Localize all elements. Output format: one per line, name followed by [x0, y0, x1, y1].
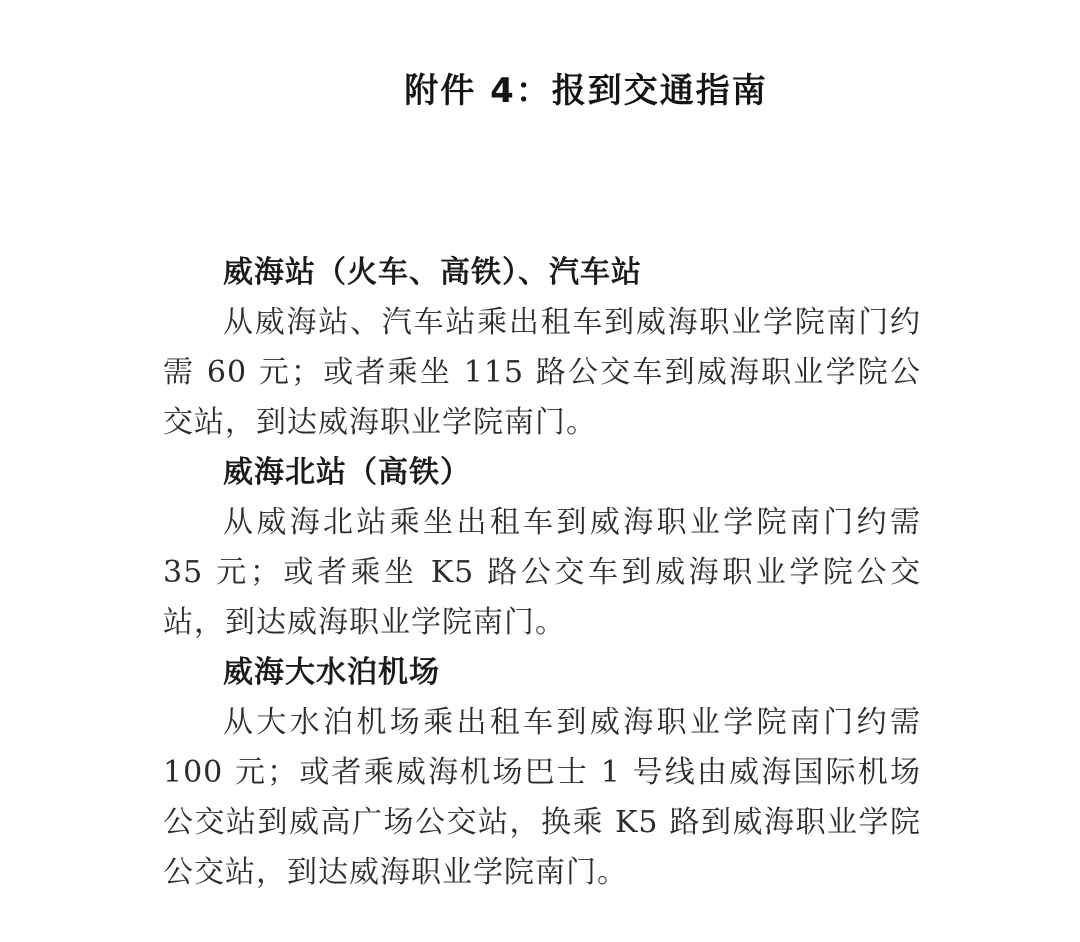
document-page [0, 70, 1080, 942]
section-heading-weihai-station: 威海站（火车、高铁）、汽车站 [223, 255, 642, 290]
section-paragraph-weihai-north-station: 从威海北站乘坐出租车到威海职业学院南门约需 35 元；或者乘坐 K5 路公交车到威海职业学院公交站，到达威海职业学院南门。 [163, 505, 921, 640]
page-title: 附件 4：报到交通指南 [404, 71, 768, 111]
section-weihai-north-station [163, 448, 921, 648]
section-paragraph-dashuibo-airport: 从大水泊机场乘出租车到威海职业学院南门约需 100 元；或者乘威海机场巴士 1 号线由威海国际机场公交站到威高广场公交站，换乘 K5 路到威海职业学院公交站，到达威海职业学院南门。 [163, 705, 921, 890]
section-heading-weihai-north-station: 威海北站（高铁） [223, 455, 471, 490]
section-heading-dashuibo-airport: 威海大水泊机场 [223, 655, 440, 690]
section-paragraph-weihai-station: 从威海站、汽车站乘出租车到威海职业学院南门约需 60 元；或者乘坐 115 路公交车到威海职业学院公交站，到达威海职业学院南门。 [163, 305, 921, 440]
section-weihai-station [163, 248, 921, 448]
section-dashuibo-airport [163, 648, 921, 898]
document-content [163, 248, 921, 898]
